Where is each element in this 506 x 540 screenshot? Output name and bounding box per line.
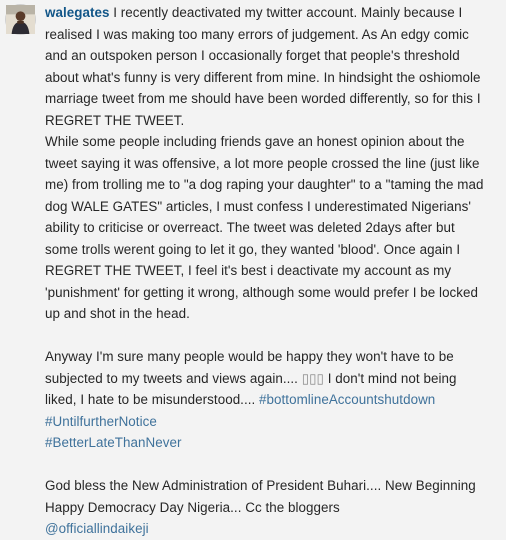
caption-line: REGRET THE TWEET.	[45, 112, 185, 128]
caption-line: and an outspoken person I occasionally forget that people's threshold	[45, 48, 460, 63]
blank-line	[45, 325, 497, 347]
caption-line: marriage tweet from me should have been worded differently, so for this I	[45, 91, 481, 106]
caption-line: some trolls werent going to let it go, they wanted 'blood'. Once again I	[45, 241, 461, 257]
caption-line: up and shot in the head.	[45, 306, 190, 321]
caption-line: Anyway I'm sure many people would be happy they won't have to be	[45, 349, 454, 364]
avatar[interactable]	[5, 4, 36, 35]
caption-line: me) from trolling me to "a dog raping your daughter" to a "taming the mad	[45, 177, 484, 192]
caption-line: ability to criticise or overreact. The tweet was deleted 2days after but	[45, 220, 455, 235]
caption-line: Happy Democracy Day Nigeria... Cc the bloggers	[45, 499, 340, 515]
caption-line: I recently deactivated my twitter account. Mainly because I	[109, 5, 463, 20]
mention-link[interactable]: @officiallindaikeji	[45, 521, 149, 536]
caption-line: liked, I hate to be misunderstood....	[45, 392, 260, 407]
hashtag-link[interactable]: #UntilfurtherNotice	[45, 413, 157, 429]
hashtag-link[interactable]: #bottomlineAccountshutdown	[259, 392, 436, 407]
username-link[interactable]: walegates	[45, 5, 110, 20]
caption-line: While some people including friends gave an honest opinion about the	[45, 134, 465, 149]
caption-line: 'punishment' for getting it wrong, although some would prefer I be locked	[45, 284, 479, 300]
caption-line: REGRET THE TWEET, I feel it's best i deactivate my account as my	[45, 263, 452, 278]
caption-line: subjected to my tweets and views again....	[45, 370, 302, 386]
profile-photo-icon	[6, 5, 35, 34]
caption-line: dog WALE GATES" articles, I must confess I underestimated Nigerians'	[45, 198, 471, 214]
emoji-glyphs: ▯▯▯	[301, 370, 324, 386]
caption-text	[45, 2, 497, 540]
caption-line: tweet saying it was offensive, a lot more people crossed the line (just like	[45, 155, 480, 171]
caption-line: God bless the New Administration of President Buhari.... New Beginning	[45, 478, 476, 493]
blank-line	[45, 454, 497, 476]
caption-line: I don't mind not being	[323, 370, 457, 386]
hashtag-link[interactable]: #BetterLateThanNever	[45, 435, 182, 450]
caption-line: about what's funny is very different from mine. In hindsight the oshiomole	[45, 69, 481, 85]
caption-line: realised I was making too many errors of judgement. As An edgy comic	[45, 26, 469, 42]
